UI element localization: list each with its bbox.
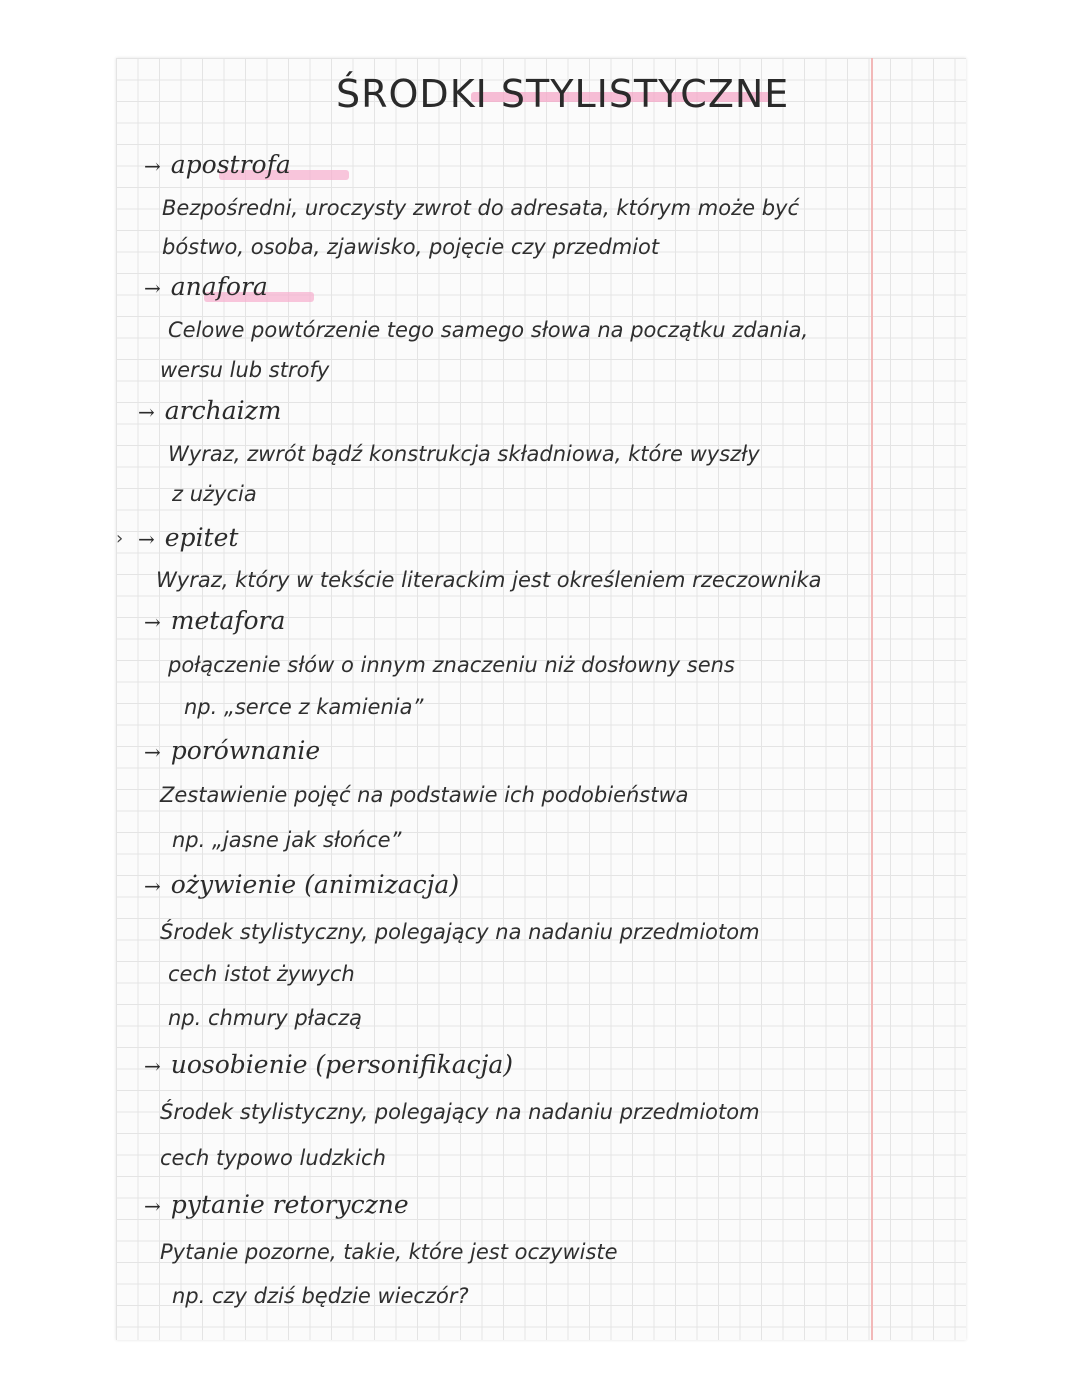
arrow-icon: →	[144, 610, 161, 634]
example-line: np. czy dziś będzie wieczór?	[172, 1284, 469, 1308]
term-label: archaizm	[164, 396, 282, 425]
definition-line: cech typowo ludzkich	[160, 1146, 386, 1170]
definition-line: wersu lub strofy	[160, 358, 330, 382]
term-anafora	[144, 272, 268, 301]
term-ozywienie	[144, 870, 459, 899]
arrow-icon: →	[144, 154, 161, 178]
term-epitet	[138, 523, 238, 552]
term-uosobienie	[144, 1050, 513, 1079]
arrow-icon: →	[138, 400, 155, 424]
term-label: anafora	[170, 272, 268, 301]
arrow-icon: →	[144, 276, 161, 300]
term-metafora	[144, 606, 285, 635]
definition-line: Bezpośredni, uroczysty zwrot do adresata, którym może być	[162, 196, 800, 220]
definition-line: Pytanie pozorne, takie, które jest oczywiste	[160, 1240, 618, 1264]
definition-line: połączenie słów o innym znaczeniu niż dosłowny sens	[168, 653, 735, 677]
term-label: epitet	[164, 523, 239, 552]
term-label: metafora	[170, 606, 286, 635]
arrow-icon: →	[144, 740, 161, 764]
definition-line: Wyraz, który w tekście literackim jest określeniem rzeczownika	[156, 568, 822, 592]
term-label: porównanie	[170, 736, 321, 765]
term-porownanie	[144, 736, 320, 765]
definition-line: Wyraz, zwrót bądź konstrukcja składniowa, które wyszły	[168, 442, 760, 466]
notebook-page	[116, 58, 966, 1340]
margin-line	[871, 58, 873, 1340]
arrow-icon: →	[138, 527, 155, 551]
definition-line: Zestawienie pojęć na podstawie ich podobieństwa	[160, 783, 689, 807]
arrow-icon: →	[144, 1194, 161, 1218]
term-label: ożywienie (animizacja)	[170, 870, 460, 899]
definition-line: Środek stylistyczny, polegający na nadaniu przedmiotom	[160, 1100, 760, 1124]
definition-line: cech istot żywych	[168, 962, 355, 986]
definition-line: bóstwo, osoba, zjawisko, pojęcie czy przedmiot	[162, 235, 660, 259]
term-archaizm	[138, 396, 282, 425]
term-pytanie-retoryczne	[144, 1190, 409, 1219]
term-apostrofa	[144, 150, 291, 179]
arrow-icon: →	[144, 874, 161, 898]
margin-mark: ›	[116, 528, 124, 549]
example-line: np. „jasne jak słońce”	[172, 828, 402, 852]
term-label: pytanie retoryczne	[170, 1190, 409, 1219]
definition-line: z użycia	[172, 482, 257, 506]
term-label: apostrofa	[170, 150, 291, 179]
page-title: ŚRODKI STYLISTYCZNE	[336, 72, 790, 116]
definition-line: Celowe powtórzenie tego samego słowa na początku zdania,	[168, 318, 809, 342]
definition-line: Środek stylistyczny, polegający na nadaniu przedmiotom	[160, 920, 760, 944]
example-line: np. „serce z kamienia”	[184, 695, 424, 719]
arrow-icon: →	[144, 1054, 161, 1078]
example-line: np. chmury płaczą	[168, 1006, 363, 1030]
term-label: uosobienie (personifikacja)	[170, 1050, 514, 1079]
